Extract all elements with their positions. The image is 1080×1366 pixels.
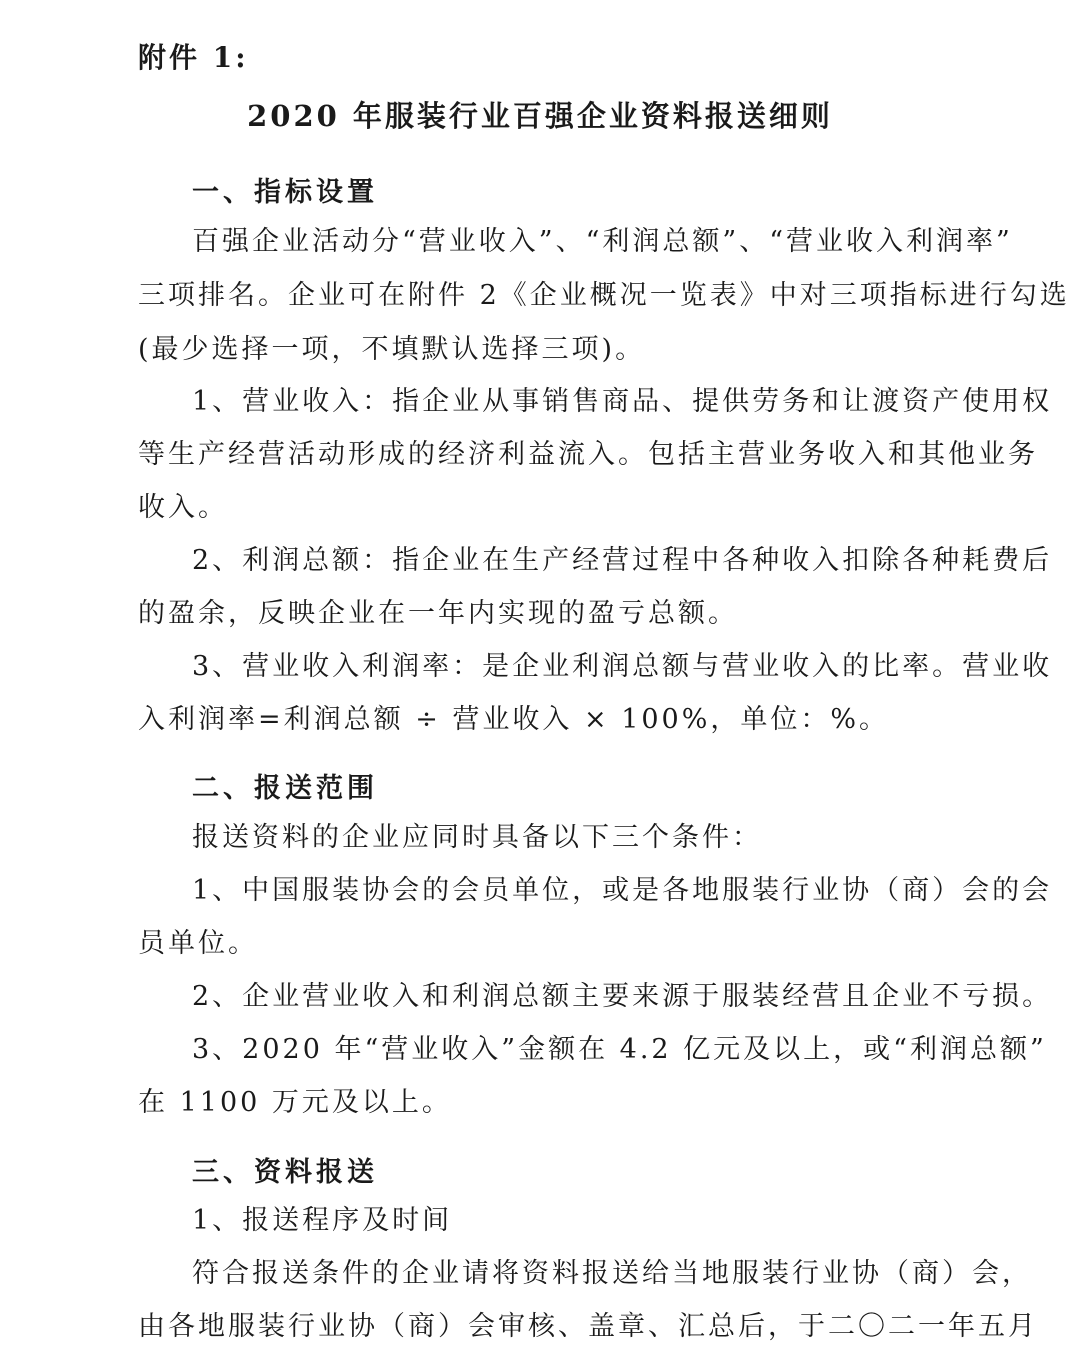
paragraph-line: 报送资料的企业应同时具备以下三个条件：: [192, 822, 762, 853]
paragraph-line: 等生产经营活动形成的经济利益流入。包括主营业务收入和其他业务: [138, 439, 1038, 470]
paragraph-line: 1、中国服装协会的会员单位，或是各地服装行业协（商）会的会: [192, 875, 1053, 906]
paragraph-line: 在 1100 万元及以上。: [138, 1087, 452, 1118]
paragraph-line: 3、2020 年“营业收入”金额在 4.2 亿元及以上，或“利润总额”: [192, 1034, 1047, 1065]
section-heading-submission: 三、资料报送: [192, 1157, 378, 1188]
paragraph-line: 百强企业活动分“营业收入”、“利润总额”、“营业收入利润率”: [192, 226, 1013, 257]
section-heading-scope: 二、报送范围: [192, 773, 378, 804]
paragraph-line: 由各地服装行业协（商）会审核、盖章、汇总后，于二〇二一年五月: [138, 1311, 1038, 1342]
paragraph-line: 的盈余，反映企业在一年内实现的盈亏总额。: [138, 598, 738, 629]
paragraph-line: (最少选择一项，不填默认选择三项)。: [138, 334, 646, 365]
document-title: 2020 年服装行业百强企业资料报送细则: [247, 99, 833, 133]
paragraph-line: 2、企业营业收入和利润总额主要来源于服装经营且企业不亏损。: [192, 981, 1053, 1012]
attachment-label: 附件 1:: [138, 41, 249, 74]
paragraph-line: 2、利润总额：指企业在生产经营过程中各种收入扣除各种耗费后: [192, 545, 1053, 576]
paragraph-line: 三项排名。企业可在附件 2《企业概况一览表》中对三项指标进行勾选: [138, 280, 1070, 311]
paragraph-line: 员单位。: [138, 928, 258, 959]
paragraph-line: 1、营业收入：指企业从事销售商品、提供劳务和让渡资产使用权: [192, 386, 1053, 417]
paragraph-line: 入利润率=利润总额 ÷ 营业收入 × 100%，单位：%。: [138, 704, 890, 735]
paragraph-line: 符合报送条件的企业请将资料报送给当地服装行业协（商）会，: [192, 1258, 1032, 1289]
paragraph-line: 1、报送程序及时间: [192, 1205, 453, 1236]
paragraph-line: 3、营业收入利润率：是企业利润总额与营业收入的比率。营业收: [192, 651, 1053, 682]
paragraph-line: 收入。: [138, 492, 228, 523]
section-heading-indicators: 一、指标设置: [192, 177, 378, 208]
